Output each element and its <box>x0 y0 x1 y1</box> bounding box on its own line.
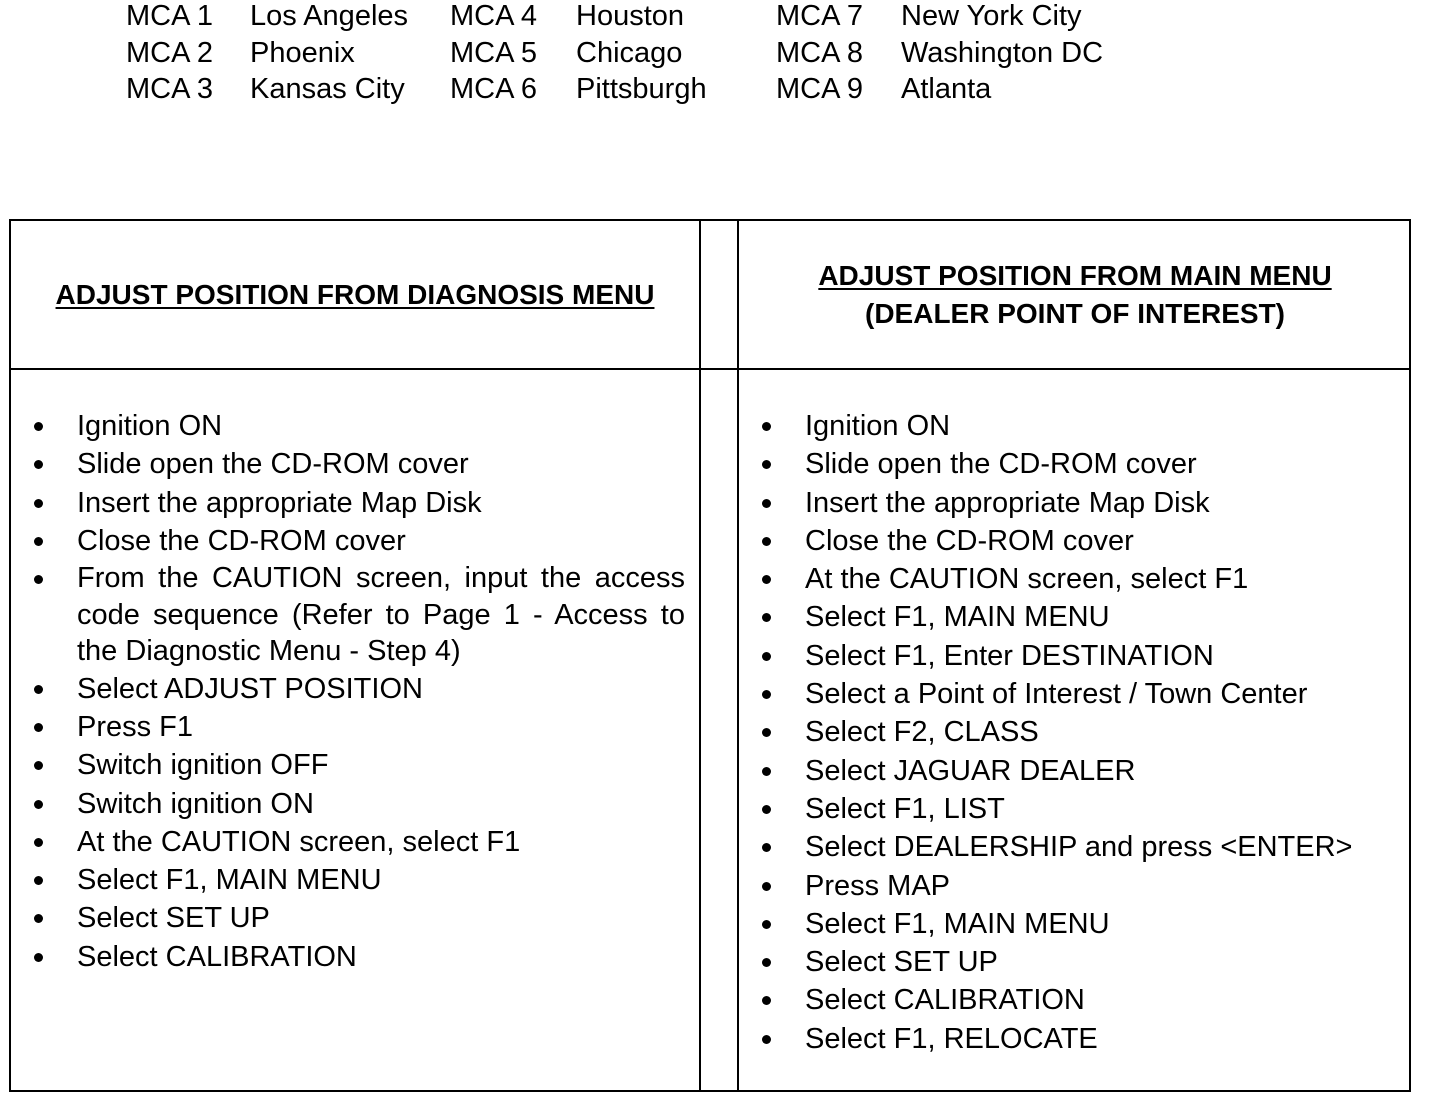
right-steps-list <box>805 407 1395 1058</box>
mca-city: Washington DC <box>901 37 1104 69</box>
mca-code: MCA 6 <box>450 73 538 105</box>
right-column-subheading: (DEALER POINT OF INTEREST) <box>865 297 1285 329</box>
list-item: Select DEALERSHIP and press <ENTER> <box>805 828 1395 866</box>
mca-code: MCA 1 <box>126 0 214 32</box>
mca-city: Pittsburgh <box>576 73 707 105</box>
mca-code: MCA 5 <box>450 37 538 69</box>
list-item: Switch ignition OFF <box>77 746 685 784</box>
mca-code: MCA 4 <box>450 0 538 32</box>
list-item: At the CAUTION screen, select F1 <box>77 823 685 861</box>
list-item: From the CAUTION screen, input the access code sequence (Refer to Page 1 - Access to the Diagnostic Menu - Step 4) <box>77 560 685 670</box>
left-steps-list <box>77 407 685 976</box>
list-item: Select F1, RELOCATE <box>805 1020 1395 1058</box>
mca-city: New York City <box>901 0 1082 32</box>
list-item: Select F1, MAIN MENU <box>77 861 685 899</box>
list-item: Select CALIBRATION <box>805 981 1395 1019</box>
list-item: Press F1 <box>77 708 685 746</box>
procedure-table <box>9 219 1411 1092</box>
list-item: Select SET UP <box>77 899 685 937</box>
mca-city: Los Angeles <box>250 0 409 32</box>
list-item: Select F1, MAIN MENU <box>805 598 1395 636</box>
list-item: Select ADJUST POSITION <box>77 670 685 708</box>
list-item: Select F2, CLASS <box>805 713 1395 751</box>
list-item: Select F1, MAIN MENU <box>805 905 1395 943</box>
list-item: Select F1, Enter DESTINATION <box>805 637 1395 675</box>
list-item: At the CAUTION screen, select F1 <box>805 560 1395 598</box>
mca-city: Atlanta <box>901 73 992 105</box>
mca-code: MCA 7 <box>776 0 864 32</box>
list-item: Insert the appropriate Map Disk <box>805 484 1395 522</box>
list-item: Ignition ON <box>805 407 1395 445</box>
list-item: Close the CD-ROM cover <box>77 522 685 560</box>
header-divider <box>11 368 1409 370</box>
mca-code: MCA 8 <box>776 37 864 69</box>
list-item: Ignition ON <box>77 407 685 445</box>
mca-city: Chicago <box>576 37 683 69</box>
right-column-header <box>739 221 1411 368</box>
column-divider <box>699 221 701 1090</box>
mca-city: Houston <box>576 0 685 32</box>
list-item: Close the CD-ROM cover <box>805 522 1395 560</box>
list-item: Switch ignition ON <box>77 785 685 823</box>
list-item: Slide open the CD-ROM cover <box>805 445 1395 483</box>
list-item: Select CALIBRATION <box>77 938 685 976</box>
list-item: Select F1, LIST <box>805 790 1395 828</box>
list-item: Select a Point of Interest / Town Center <box>805 675 1395 713</box>
list-item: Press MAP <box>805 867 1395 905</box>
list-item: Insert the appropriate Map Disk <box>77 484 685 522</box>
mca-code: MCA 3 <box>126 73 214 105</box>
mca-city: Phoenix <box>250 37 355 69</box>
list-item: Select SET UP <box>805 943 1395 981</box>
list-item: Select JAGUAR DEALER <box>805 752 1395 790</box>
list-item: Slide open the CD-ROM cover <box>77 445 685 483</box>
left-column-header <box>11 221 699 368</box>
mca-city: Kansas City <box>250 73 405 105</box>
mca-code: MCA 9 <box>776 73 864 105</box>
mca-code: MCA 2 <box>126 37 214 69</box>
right-column-heading: ADJUST POSITION FROM MAIN MENU <box>818 259 1332 291</box>
left-column-heading: ADJUST POSITION FROM DIAGNOSIS MENU <box>55 278 655 310</box>
